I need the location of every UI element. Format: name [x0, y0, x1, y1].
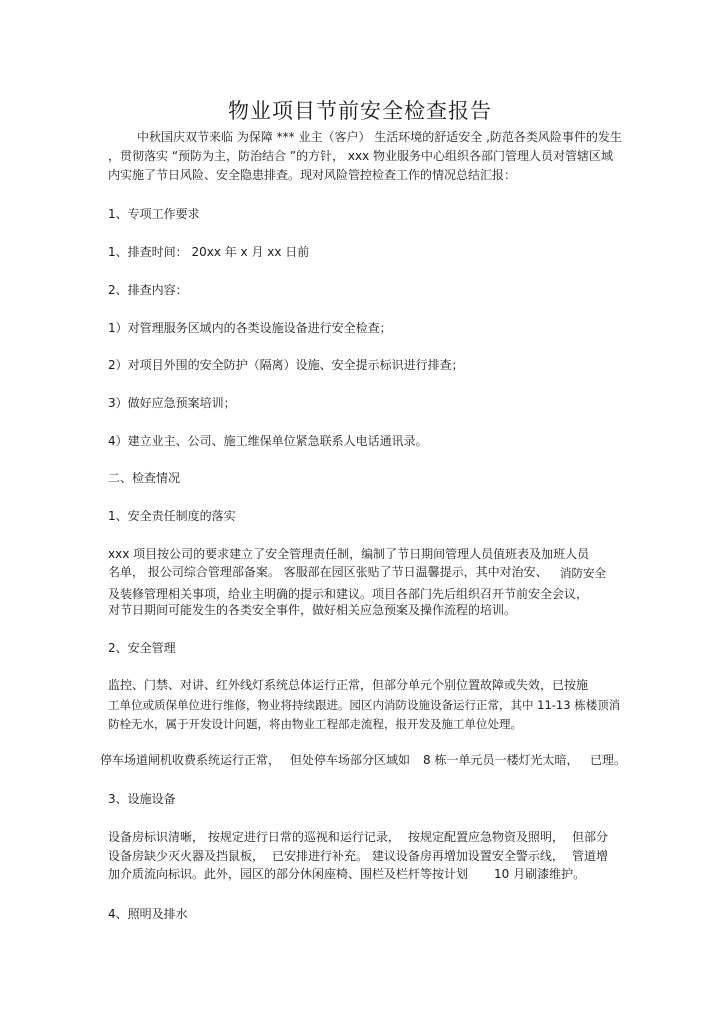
- facility-line-3-part-2: 10 月刷漆维护。: [494, 867, 586, 881]
- section1-heading: 1、专项工作要求: [108, 207, 200, 221]
- facility-line-1-part-2: 按规定配置应急物资及照明，: [408, 830, 565, 844]
- responsibility-line-2: 名单， 报公司综合管理部备案。 客服部在园区张贴了节日温馨提示，其中对治安、: [108, 565, 548, 579]
- section1-item-content: 2、排查内容：: [108, 283, 188, 297]
- safety-line-2: 工单位或质保单位进行维修，物业将持续跟进。园区内消防设施设备运行正常，其中 11-13 栋楼顶消: [108, 698, 621, 712]
- safety-line-1: 监控、门禁、对讲、红外线灯系统总体运行正常，但部分单元个别位置故障或失效，已按施: [108, 678, 589, 692]
- facility-line-2-part-3: 管道增: [572, 849, 609, 863]
- section1-sub-4: 4）建立业主、公司、施工维保单位紧急联系人电话通讯录。: [108, 434, 428, 448]
- responsibility-line-4: 对节日期间可能发生的各类安全事件，做好相关应急预案及操作流程的培训。: [108, 603, 517, 617]
- responsibility-line-2-tail: 消防安全: [560, 566, 606, 580]
- responsibility-line-3: 及装修管理相关事项，给业主明确的提示和建议。项目各部门先后组织召开节前安全会议，: [108, 587, 589, 601]
- section2-sub2-heading: 2、安全管理: [108, 641, 176, 655]
- parking-line-part-2: 但处停车场部分区域如: [290, 753, 411, 767]
- section2-sub3-heading: 3、设施设备: [108, 792, 176, 806]
- facility-line-2-part-1: 设备房缺少灭火器及挡鼠板，: [108, 849, 265, 863]
- parking-line-part-4: 已理。: [590, 753, 627, 767]
- facility-line-2-part-2: 已安排进行补充。 建议设备房再增加设置安全警示线，: [272, 849, 564, 863]
- intro-line-3: 内实施了节日风险、安全隐患排查。现对风险管控检查工作的情况总结汇报：: [108, 168, 517, 182]
- intro-line-2: ，贯彻落实 “预防为主，防治结合 ”的方针， xxx 物业服务中心组织各部门管理人员对管辖区域: [108, 149, 613, 163]
- section2-sub4-heading: 4、照明及排水: [108, 907, 188, 921]
- facility-line-1-part-1: 设备房标识清晰， 按规定进行日常的巡视和运行记录，: [108, 830, 400, 844]
- section1-sub-1: 1）对管理服务区域内的各类设施设备进行安全检查；: [108, 321, 392, 335]
- page-title: 物业项目节前安全检查报告: [228, 99, 492, 123]
- section1-sub-2: 2）对项目外围的安全防护（隔离）设施、安全提示标识进行排查；: [108, 358, 464, 372]
- section2-heading: 二、检查情况: [108, 471, 181, 485]
- safety-line-3: 防栓无水，属于开发设计问题，将由物业工程部走流程，报开发及施工单位处理。: [108, 717, 522, 731]
- parking-line-part-1: 停车场道闸机收费系统运行正常，: [100, 753, 281, 767]
- responsibility-line-1: xxx 项目按公司的要求建立了安全管理责任制，编制了节日期间管理人员值班表及加班人员: [108, 547, 590, 561]
- facility-line-3-part-1: 加介质流向标识。此外，园区的部分休闲座椅、围栏及栏杆等按计划: [108, 867, 469, 881]
- section1-item-time: 1、排查时间： 20xx 年 x 月 xx 日前: [108, 245, 310, 259]
- section2-sub1-heading: 1、安全责任制度的落实: [108, 509, 236, 523]
- facility-line-1-part-3: 但部分: [572, 830, 609, 844]
- parking-line-part-3: 8 栋一单元员一楼灯光太暗，: [423, 753, 579, 767]
- intro-line-1: 中秋国庆双节来临 为保障 *** 业主（客户） 生活环境的舒适安全 ,防范各类风险事件的发生: [137, 130, 622, 144]
- section1-sub-3: 3）做好应急预案培训；: [108, 396, 236, 410]
